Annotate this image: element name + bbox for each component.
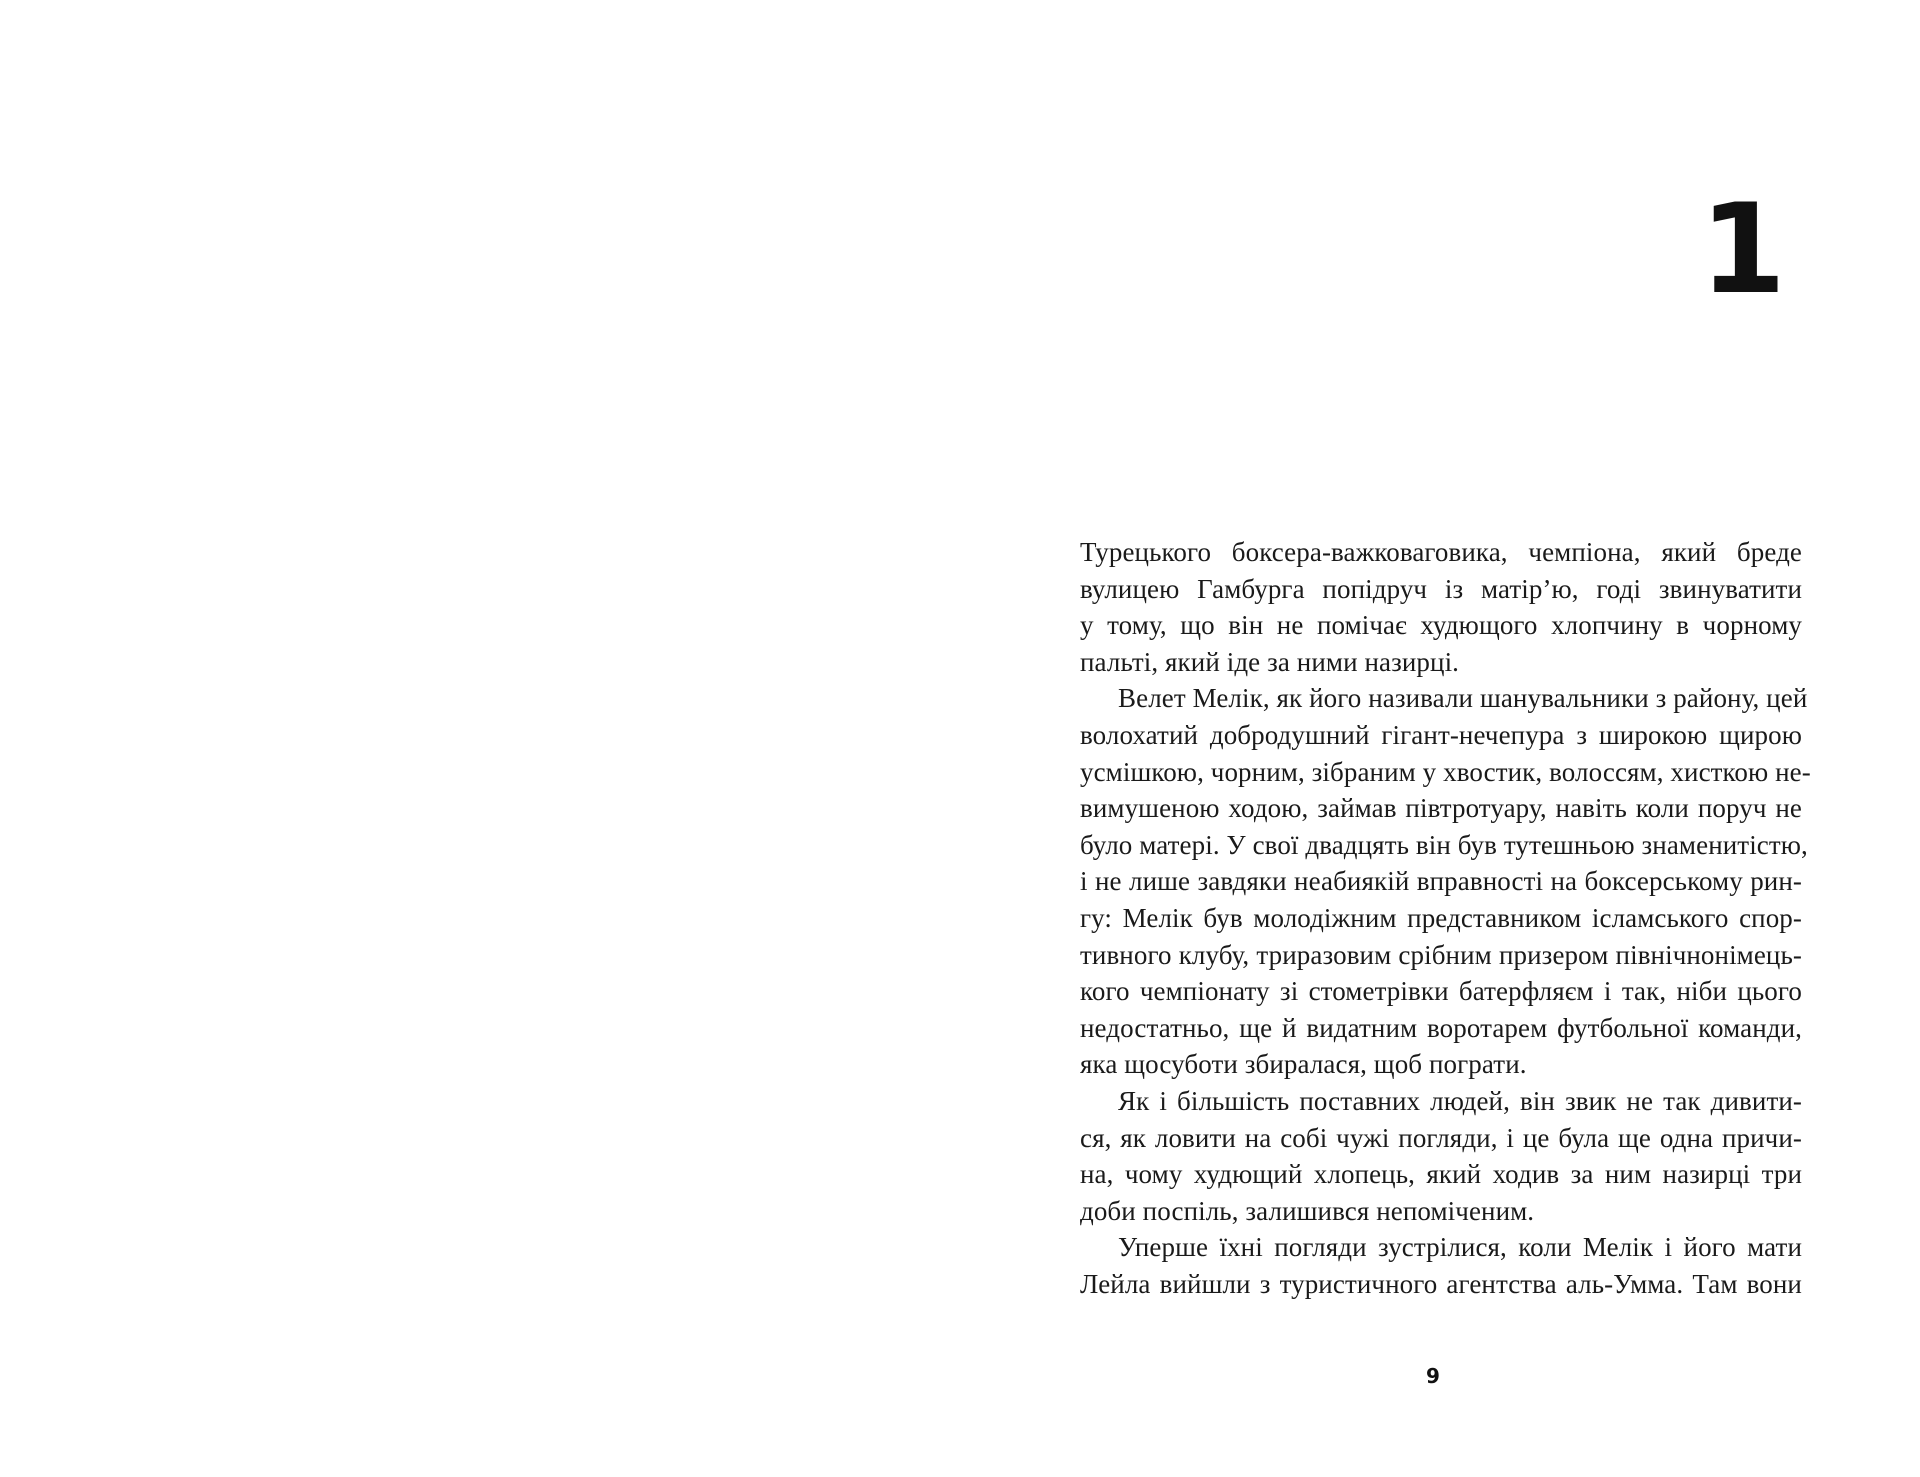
page-number: 9 xyxy=(1426,1364,1440,1388)
text-line: Турецького боксера-важковаговика, чемпіона, який бреде xyxy=(1080,537,1802,567)
text-line: Лейла вийшли з туристичного агентства аль-Умма. Там вони xyxy=(1080,1268,1802,1299)
right-page xyxy=(960,0,1920,1477)
text-line: ся, як ловити на собі чужі погляди, і це була ще одна причи- xyxy=(1080,1122,1802,1153)
text-line: тивного клубу, триразовим срібним призером північнонімець- xyxy=(1080,939,1802,970)
chapter-body-text xyxy=(1080,534,1811,1302)
paragraph-3 xyxy=(1080,1083,1802,1229)
paragraph-2 xyxy=(1080,680,1811,1083)
text-line: яка щосуботи збиралася, щоб пограти. xyxy=(1080,1049,1527,1080)
text-line: гу: Мелік був молодіжним представником ісламського спор- xyxy=(1080,902,1802,933)
text-line: Як і більшість поставних людей, він звик не так дивити- xyxy=(1118,1085,1802,1116)
text-line: на, чому худющий хлопець, який ходив за ним назирці три xyxy=(1080,1159,1802,1190)
text-line: усмішкою, чорним, зібраним у хвостик, волоссям, хисткою не- xyxy=(1080,756,1811,787)
text-line: вимушеною ходою, займав півтротуару, навіть коли поруч не xyxy=(1080,793,1802,824)
text-line: вулицею Гамбурга попідруч із матір’ю, годі звинуватити xyxy=(1080,573,1802,604)
chapter-number: 1 xyxy=(1699,178,1786,322)
text-line: було матері. У свої двадцять він був тутешньою знаменитістю, xyxy=(1080,829,1808,860)
text-line: пальті, який іде за ними назирці. xyxy=(1080,646,1460,677)
text-line: волохатий добродушний гігант-нечепура з широкою щирою xyxy=(1080,719,1802,750)
text-line: і не лише завдяки неабиякій вправності на боксерському рин- xyxy=(1080,866,1802,897)
text-line: кого чемпіонату зі стометрівки батерфляєм і так, ніби цього xyxy=(1080,976,1802,1007)
text-line: недостатньо, ще й видатним воротарем футбольної команди, xyxy=(1080,1012,1802,1043)
text-line: Уперше їхні погляди зустрілися, коли Мелік і його мати xyxy=(1118,1232,1802,1263)
paragraph-1 xyxy=(1080,534,1802,680)
text-line: доби поспіль, залишився непоміченим. xyxy=(1080,1195,1535,1226)
paragraph-4 xyxy=(1080,1229,1802,1302)
text-line: Велет Мелік, як його називали шанувальники з району, цей xyxy=(1118,683,1808,714)
text-line: у тому, що він не помічає худющого хлопчину в чорному xyxy=(1080,610,1802,641)
